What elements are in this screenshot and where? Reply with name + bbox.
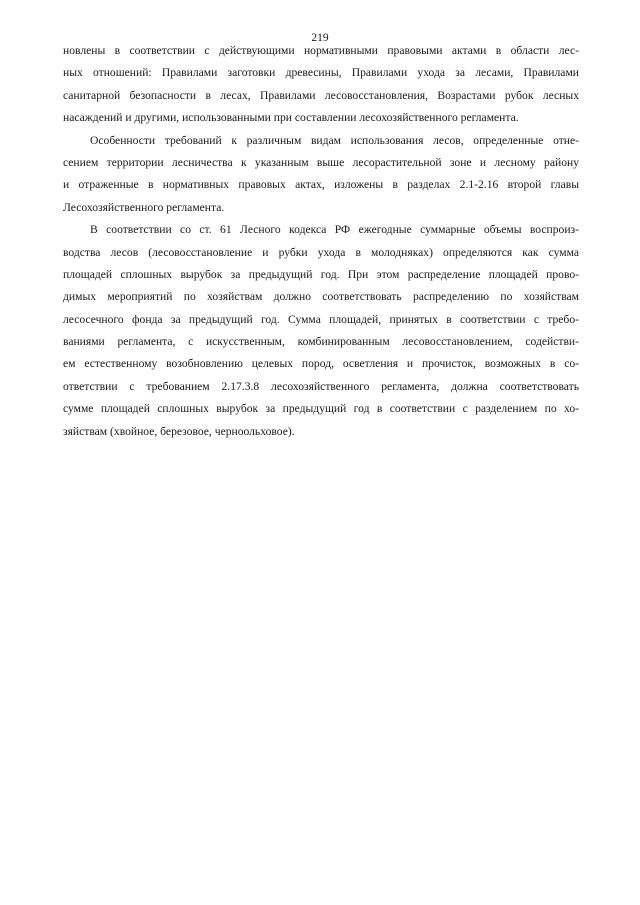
text-line: насаждений и другими, использованными при составлении лесохозяйственного регламента.: [63, 111, 519, 125]
text-line: ваниями регламента, с искусственным, комбинированным лесовосстановлением, содействи-: [63, 335, 579, 349]
text-line: новлены в соответствии с действующими нормативными правовыми актами в области лес-: [63, 44, 579, 57]
paragraph: [63, 130, 579, 220]
text-line: водства лесов (лесовосстановление и рубки ухода в молодняках) определяются как сумма: [63, 245, 579, 259]
text-line: лесосечного фонда за предыдущий год. Сумма площадей, принятых в соответствии с требо-: [63, 312, 579, 326]
text-line: Лесохозяйственного регламента.: [63, 200, 225, 214]
body-text: [63, 40, 579, 443]
paragraph: [63, 40, 579, 130]
text-line: и отраженные в нормативных правовых актах, изложены в разделах 2.1-2.16 второй главы: [63, 178, 579, 192]
text-line: ответствии с требованием 2.17.3.8 лесохозяйственного регламента, должна соответствовать: [63, 379, 579, 393]
page-number: 219: [311, 32, 329, 44]
text-line: сумме площадей сплошных вырубок за предыдущий год в соответствии с разделением по хо-: [63, 402, 579, 416]
text-line: площадей сплошных вырубок за предыдущий год. При этом распределение площадей прово-: [63, 267, 579, 281]
text-line: ных отношений: Правилами заготовки древесины, Правилами ухода за лесами, Правилами: [63, 66, 579, 80]
text-line: димых мероприятий по хозяйствам должно соответствовать распределению по хозяйствам: [63, 290, 579, 304]
text-line: санитарной безопасности в лесах, Правилами лесовосстановления, Возрастами рубок лесных: [63, 88, 579, 102]
text-line: зяйствам (хвойное, березовое, черноольховое).: [63, 424, 295, 438]
text-line: ем естественному возобновлению целевых пород, осветления и прочисток, возможных в со-: [63, 357, 579, 371]
text-line: сением территории лесничества к указанным выше лесорастительной зоне и лесному району: [63, 155, 579, 169]
paragraph: [63, 219, 579, 443]
text-line: В соответствии со ст. 61 Лесного кодекса РФ ежегодные суммарные объемы воспроиз-: [90, 223, 579, 237]
text-line: Особенности требований к различным видам использования лесов, определенные отне-: [90, 133, 579, 147]
